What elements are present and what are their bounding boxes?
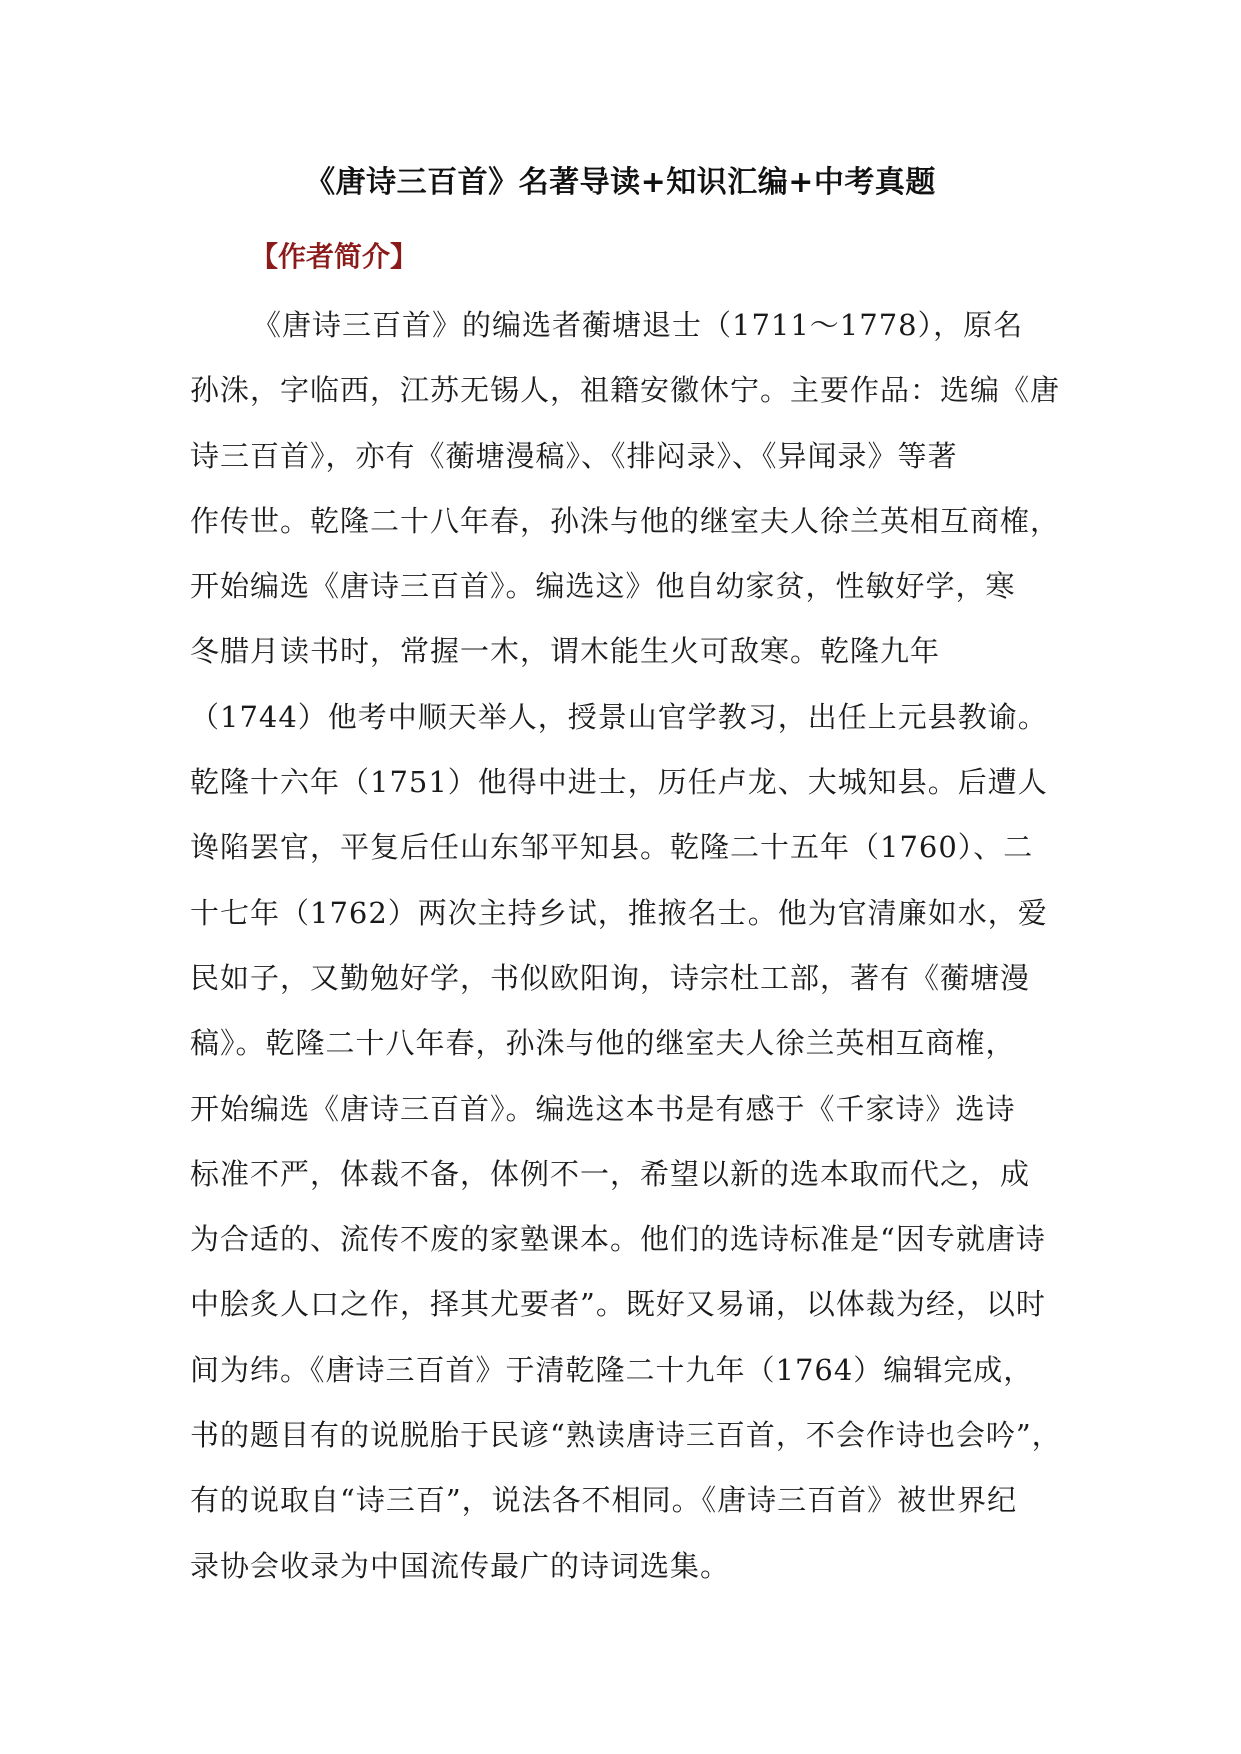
body-line: 冬腊月读书时，常握一木，谓木能生火可敌寒。乾隆九年 bbox=[190, 634, 941, 669]
body-line: 稿》。乾隆二十八年春，孙洙与他的继室夫人徐兰英相互商榷， bbox=[190, 1026, 1016, 1061]
body-line: 开始编选《唐诗三百首》。编选这本书是有感于《千家诗》选诗 bbox=[190, 1091, 1016, 1126]
body-line: （1744）他考中顺天举人，授景山官学教习，出任上元县教谕。 bbox=[190, 699, 1048, 734]
body-text bbox=[190, 305, 1080, 1611]
body-line: 录协会收录为中国流传最广的诗词选集。 bbox=[190, 1548, 731, 1583]
body-line: 间为纬。《唐诗三百首》于清乾隆二十九年（1764）编辑完成， bbox=[190, 1352, 1034, 1387]
body-line: 诗三百首》，亦有《蘅塘漫稿》、《排闷录》、《异闻录》等著 bbox=[190, 438, 958, 473]
body-line: 开始编选《唐诗三百首》。编选这》他自幼家贫，性敏好学，寒 bbox=[190, 569, 1016, 604]
body-line: 民如子，又勤勉好学，书似欧阳询，诗宗杜工部，著有《蘅塘漫 bbox=[190, 960, 1031, 995]
body-line: 乾隆十六年（1751）他得中进士，历任卢龙、大城知县。后遭人 bbox=[190, 765, 1048, 800]
body-line: 孙洙，字临西，江苏无锡人，祖籍安徽休宁。主要作品：选编《唐 bbox=[190, 373, 1061, 408]
body-line: 中脍炙人口之作，择其尤要者”。既好又易诵，以体裁为经，以时 bbox=[190, 1287, 1046, 1322]
body-line: 有的说取自“诗三百”，说法各不相同。《唐诗三百首》被世界纪 bbox=[190, 1483, 1018, 1518]
body-line: 标准不严，体裁不备，体例不一，希望以新的选本取而代之，成 bbox=[190, 1156, 1031, 1191]
document-title: 《唐诗三百首》名著导读+知识汇编+中考真题 bbox=[305, 165, 936, 200]
body-line: 谗陷罢官，平复后任山东邹平知县。乾隆二十五年（1760）、二 bbox=[190, 830, 1034, 865]
body-line: 十七年（1762）两次主持乡试，推掖名士。他为官清廉如水，爱 bbox=[190, 895, 1048, 930]
body-line: 书的题目有的说脱胎于民谚“熟读唐诗三百首，不会作诗也会吟”， bbox=[190, 1418, 1062, 1453]
body-line: 作传世。乾隆二十八年春，孙洙与他的继室夫人徐兰英相互商榷， bbox=[190, 503, 1061, 538]
body-line: 为合适的、流传不废的家塾课本。他们的选诗标准是“因专就唐诗 bbox=[190, 1222, 1046, 1257]
section-heading-author-intro: 【作者简介】 bbox=[250, 240, 419, 273]
body-line: 《唐诗三百首》的编选者蘅塘退士（1711～1778），原名 bbox=[252, 308, 1024, 342]
